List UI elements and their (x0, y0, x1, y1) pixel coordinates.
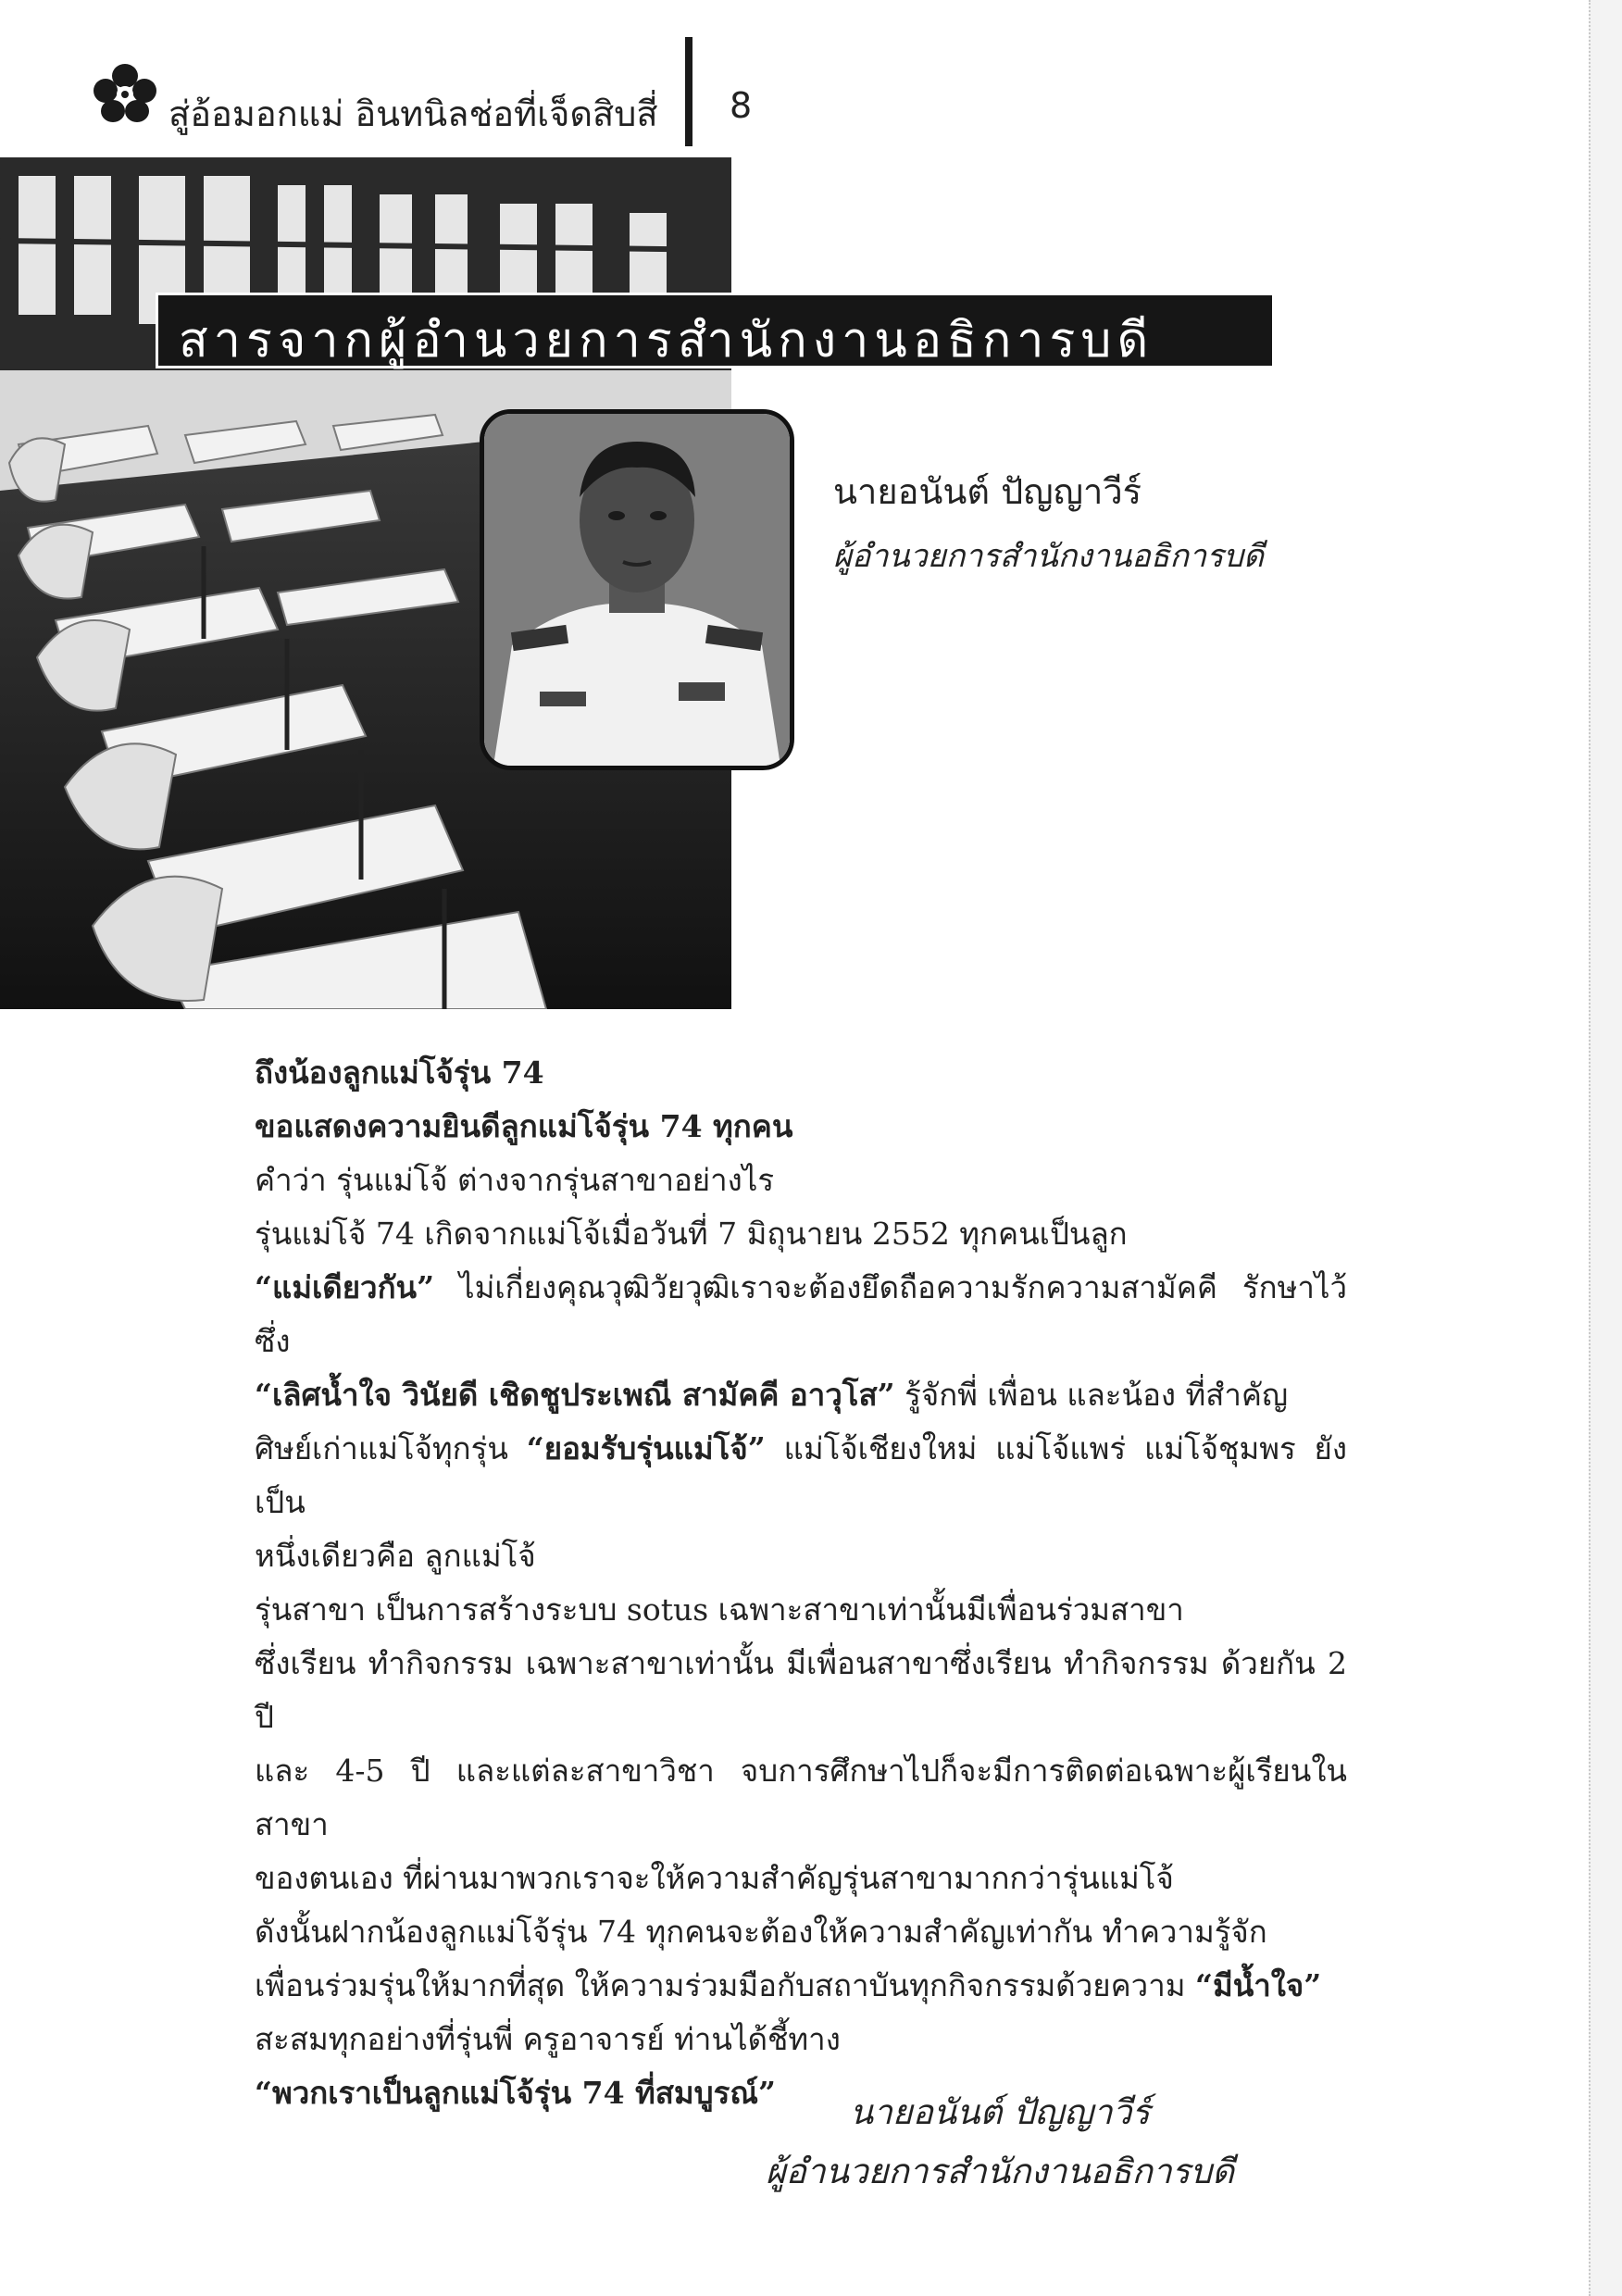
paragraph-2-line-3: และ 4-5 ปี และแต่ละสาขาวิชา จบการศึกษาไปก็จะมีการติดต่อเฉพาะผู้เรียนในสาขา (255, 1753, 1347, 1842)
page-header (93, 37, 833, 148)
paragraph-2-line-4: ของตนเอง ที่ผ่านมาพวกเราจะให้ความสำคัญรุ่นสาขามากกว่ารุ่นแม่โจ้ (255, 1860, 1174, 1896)
paragraph-1-line-3 (255, 1368, 1347, 1422)
paragraph-1-line-1: รุ่นแม่โจ้ 74 เกิดจากแม่โจ้เมื่อวันที่ 7 มิถุนายน 2552 ทุกคนเป็นลูก (255, 1216, 1128, 1252)
paragraph-text: รู้จักพี่ เพื่อน และน้อง ที่สำคัญ (894, 1377, 1289, 1413)
paragraph-text: ศิษย์เก่าแม่โจ้ทุกรุ่น (255, 1430, 527, 1466)
letter-body (255, 1046, 1347, 2120)
section-title: สารจากผู้อำนวยการสำนักงานอธิการบดี (179, 313, 1154, 368)
emphasis-text: “ยอมรับรุ่นแม่โจ้” (526, 1430, 766, 1466)
paragraph-text: เพื่อนร่วมรุ่นให้มากที่สุด ให้ความร่วมมือกับสถาบันทุกกิจกรรมด้วยความ (255, 1967, 1195, 2003)
signer-position: ผู้อำนวยการสำนักงานอธิการบดี (765, 2152, 1235, 2191)
flower-icon (93, 63, 157, 124)
paragraph-3-line-3: สะสมทุกอย่างที่รุ่นพี่ ครูอาจารย์ ท่านได้ชี้ทาง (255, 2021, 841, 2057)
paper-edge (1589, 0, 1622, 2296)
portrait-photo (480, 409, 794, 770)
paragraph-1-line-2 (255, 1261, 1347, 1368)
signer-position: ผู้อำนวยการสำนักงานอธิการบดี (833, 538, 1265, 575)
signer-block-top (833, 463, 1264, 580)
page-number: 8 (730, 85, 753, 126)
paragraph-3-line-1: ดังนั้นฝากน้องลูกแม่โจ้รุ่น 74 ทุกคนจะต้องให้ความสำคัญเท่ากัน ทำความรู้จัก (255, 1914, 1267, 1950)
paragraph-1-line-4 (255, 1422, 1347, 1529)
emphasis-text: “แม่เดียวกัน” (255, 1269, 435, 1305)
salutation: ถึงน้องลูกแม่โจ้รุ่น 74 (255, 1054, 544, 1091)
emphasis-text: “มีน้ำใจ” (1194, 1967, 1322, 2003)
paragraph-2-line-2: ซึ่งเรียน ทำกิจกรรม เฉพาะสาขาเท่านั้น มีเพื่อนสาขาซึ่งเรียน ทำกิจกรรม ด้วยกัน 2 ปี (255, 1645, 1347, 1735)
signature-block (741, 2083, 1259, 2202)
paragraph-2-line-1: รุ่นสาขา เป็นการสร้างระบบ sotus เฉพาะสาขาเท่านั้นมีเพื่อนร่วมสาขา (255, 1591, 1184, 1628)
publication-title: สู่อ้อมอกแม่ อินทนิลช่อที่เจ็ดสิบสี่ (168, 94, 658, 134)
paragraph-text: แม่โจ้เชียงใหม่ แม่โจ้แพร่ แม่โจ้ชุมพร ยังเป็น (255, 1430, 1347, 1520)
emphasis-text: “เลิศน้ำใจ วินัยดี เชิดชูประเพณี สามัคคี อาวุโส” (255, 1377, 895, 1413)
header-divider (685, 37, 692, 146)
paragraph-3-line-2 (255, 1959, 1347, 2013)
closing-slogan: “พวกเราเป็นลูกแม่โจ้รุ่น 74 ที่สมบูรณ์” (255, 2075, 776, 2111)
section-title-band (156, 293, 1272, 368)
signer-name: นายอนันต์ ปัญญาวีร์ (833, 471, 1142, 512)
paragraph-1-line-5: หนึ่งเดียวคือ ลูกแม่โจ้ (255, 1538, 536, 1574)
paragraph-text: ไม่เกี่ยงคุณวุฒิวัยวุฒิเราจะต้องยึดถือความรักความสามัคคี รักษาไว้ซึ่ง (255, 1269, 1347, 1359)
congratulation-line: ขอแสดงความยินดีลูกแม่โจ้รุ่น 74 ทุกคน (255, 1108, 793, 1144)
question-line: คำว่า รุ่นแม่โจ้ ต่างจากรุ่นสาขาอย่างไร (255, 1162, 775, 1198)
signer-name: นายอนันต์ ปัญญาวีร์ (849, 2092, 1151, 2132)
